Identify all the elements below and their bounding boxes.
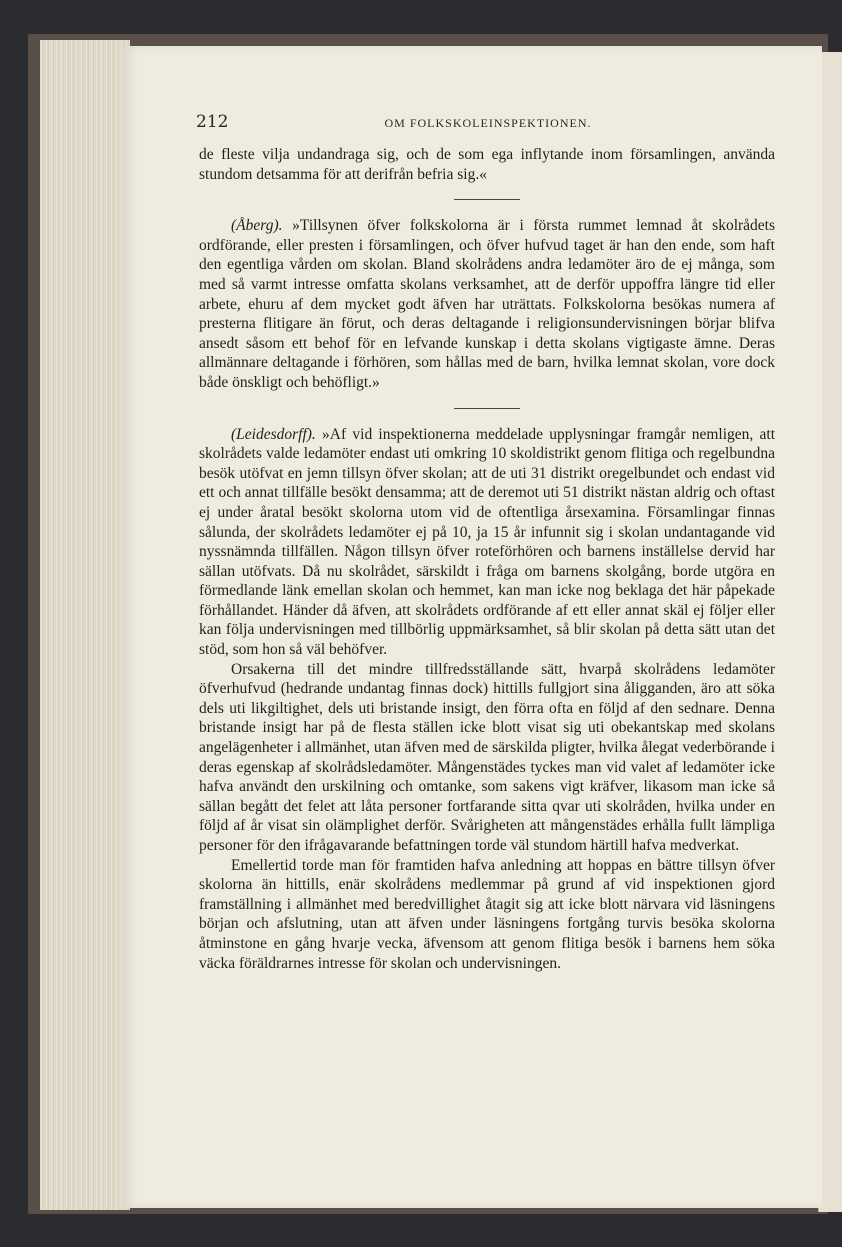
running-head: OM FOLKSKOLEINSPEKTIONEN. — [384, 116, 592, 130]
quote-text: »Af vid inspektionerna meddelade upplysningar framgår nemligen, att skolrådets valde ledamöter endast uti omkring 10 skoldistrikt genom flitiga och regelbundna besök utöfvat en jemn tillsyn öfver skolan; att de uti 31 distrikt oregelbundet och endast vid ett och annat tillfälle besökt densamma; att de deremot uti 51 distrikt nästan aldrig och oftast ej under åratal besökt skolorna utom vid de oftentliga årsexamina. Församlingar finnas sålunda, der skolrådets ledamöter ej på 10, ja 15 år infunnit sig i skolan undantagande vid nyssnämnda tillfällen. Någon tillsyn öfver roteförhören och barnens inställelse dervid har sällan utöfvats. Då nu skolrådet, särskildt i fråga om barnens skolgång, borde utgöra en förmedlande länk emellan skolan och hemmet, kan man icke nog beklaga det här påpekade förhållandet. Händer då äfven, att skolrådets ordförande af ett eller annat skäl ej följer eller kan följa undervisningen med tillbörlig uppmärksamhet, så blir skolan på detta sätt utan det stöd, som hon så väl behöfver. — [199, 425, 776, 659]
paragraph-continuation: de fleste vilja undandraga sig, och de som ega inflytande inom församlingen, använda stundom detsamma för att derifrån befria sig.« — [199, 146, 775, 183]
paragraph-leidesdorff — [199, 425, 775, 660]
quote-text: »Tillsynen öfver folkskolorna är i första rummet lemnad åt skolrådets ordförande, eller presten i församlingen, och öfver hufvud taget är han den ende, som haft den egentliga vården om skolan. Bland skolrådens andra ledamöter äro de ej många, som med så varmt intresse omfatta skolans verksamhet, att de derför uppoffra längre tid eller arbete, ehuru af dem mycket godt äfven har uträttats. Folkskolorna besökas numera af presterna flitigare än förut, och deras deltagande i religionsundervisningen börjar blifva ansedt såsom ett behof för en lefvande kunskap i detta skolans vigtigaste ämne. Deras allmännare deltagande i förhören, som hållas med de barn, hvilka lemnat skolan, vore dock både önskligt och behöfligt.» — [199, 217, 776, 391]
body-text — [199, 145, 775, 973]
paragraph-emellertid: Emellertid torde man för framtiden hafva anledning att hoppas en bättre tillsyn öfver skolorna än hittills, enär skolrådens medlemmar på grund af vid inspektionen gjord framställning i allmänhet med beredvillighet åtagit sig att icke blott närvara vid läsningens början och afslutning, utan att äfven under läsningens fortgång turvis besöka skolorna åtminstone en gång hvarje vecka, äfvensom att genom flitiga besök i barnens hem söka väcka föräldrarnes intresse för skolan och undervisningen. — [199, 856, 775, 972]
section-divider — [454, 408, 520, 409]
page-header — [196, 112, 780, 138]
section-divider — [454, 199, 520, 200]
author-attribution: (Leidesdorff). — [231, 425, 316, 443]
author-attribution: (Åberg). — [231, 217, 283, 235]
page-edges — [40, 40, 130, 1210]
paragraph-orsakerna: Orsakerna till det mindre tillfredsställande sätt, hvarpå skolrådens ledamöter öfverhufvud (hedrande undantag finnas dock) hittills fullgjort sina åligganden, äro att söka dels uti likgiltighet, dels uti bristande insigt, den förra ofta en följd af den sednare. Denna bristande insigt har på de flesta ställen icke blott visat sig uti obekantskap med skolans angelägenheter i allmänhet, utan äfven med de särskilda pligter, hvilka ålegat vederbörande i deras egenskap af skolrådsledamöter. Mångenstädes tyckes man vid valet af ledamöter icke hafva användt den urskilning och omtanke, som sakens vigt kräfver, likasom man icke så sällan begått det felet att låta personer fortfarande sitta qvar uti skolråden, hvilka under en följd af år visat sin olämplighet derför. Svårigheten att mångenstädes erhålla fullt lämpliga personer för den ifrågavarande befattningen torde väl stundom härtill hafva medverkat. — [199, 660, 775, 854]
paragraph-aberg — [199, 216, 775, 392]
page-number: 212 — [196, 112, 229, 132]
